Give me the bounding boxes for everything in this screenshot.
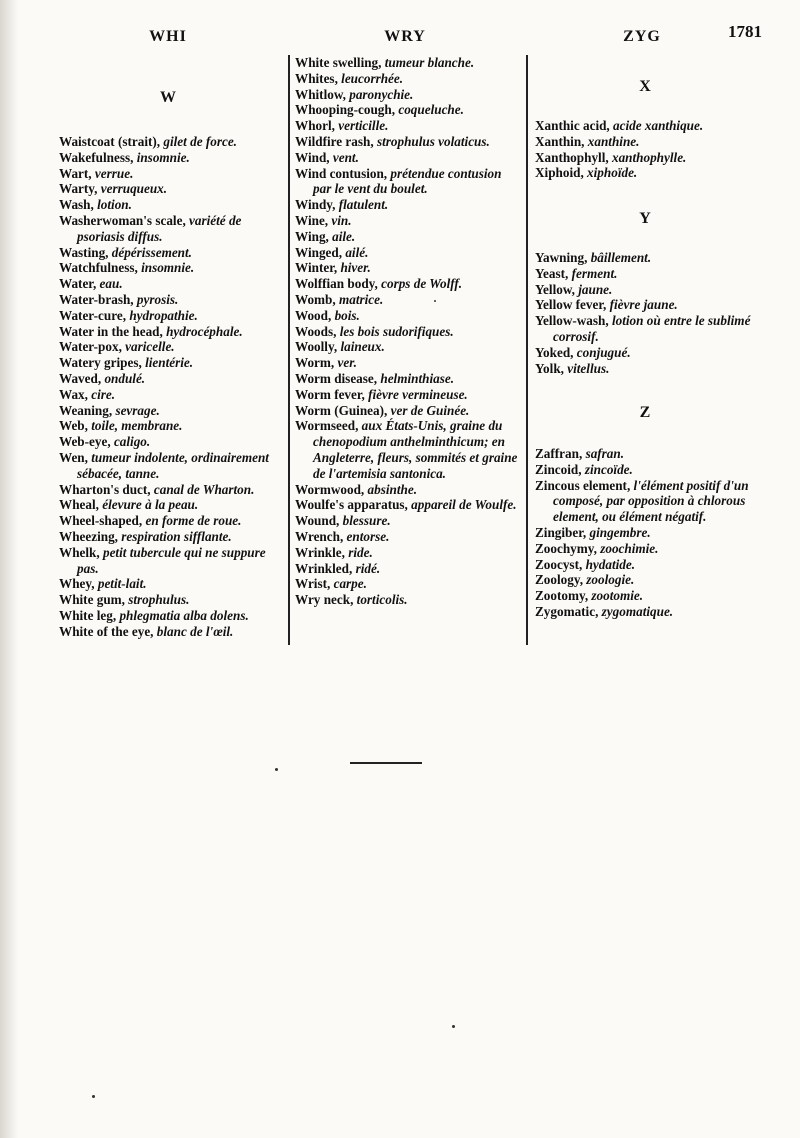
entry-term: Water-brash, [59, 291, 134, 307]
dictionary-entry [535, 557, 767, 573]
entry-translation: lotion où entre le sublimé corrosif. [553, 313, 751, 344]
dictionary-entry [59, 387, 281, 403]
entry-term: Xanthin, [535, 133, 585, 149]
dictionary-entry [295, 229, 521, 245]
entry-term: Wildfire rash, [295, 133, 374, 149]
dictionary-entry [59, 150, 281, 166]
dictionary-entry [295, 276, 521, 292]
entry-term: Whorl, [295, 118, 335, 134]
entry-term: Wrench, [295, 528, 344, 544]
dictionary-entry [295, 118, 521, 134]
entry-translation: eau. [99, 276, 123, 292]
dictionary-entry [59, 308, 281, 324]
dictionary-entry [295, 87, 521, 103]
dictionary-entry [535, 118, 767, 134]
dictionary-entry [295, 134, 521, 150]
entry-term: Wound, [295, 513, 340, 529]
entry-translation: insomnie. [141, 260, 195, 276]
entry-term: Wing, [295, 228, 329, 244]
entry-term: Waved, [59, 370, 102, 386]
dictionary-entry [295, 245, 521, 261]
dictionary-entry [295, 55, 521, 71]
entry-term: Wood, [295, 307, 332, 323]
entry-term: Zoocyst, [535, 556, 583, 572]
entry-translation: zoochimie. [600, 540, 659, 556]
entry-term: Web, [59, 418, 88, 434]
dictionary-entry [295, 71, 521, 87]
entry-term: Wormwood, [295, 481, 365, 497]
entry-term: Wrinkled, [295, 560, 353, 576]
dictionary-entry [59, 545, 281, 577]
dictionary-entry [59, 213, 281, 245]
entry-translation: variété de psoriasis diffus. [77, 212, 242, 244]
entry-translation: helminthiase. [380, 370, 455, 386]
column-rule-left [288, 55, 290, 645]
entry-term: Zootomy, [535, 588, 589, 604]
dictionary-entry [59, 608, 281, 624]
dictionary-entry [295, 497, 521, 513]
dictionary-entry [59, 181, 281, 197]
dictionary-entry [295, 418, 521, 481]
dictionary-entry [295, 592, 521, 608]
entry-translation: petit tubercule qui ne suppure pas. [77, 544, 266, 576]
entry-term: Zaffran, [535, 446, 583, 461]
entry-translation: hydatide. [585, 556, 636, 572]
dictionary-entry [295, 355, 521, 371]
entry-translation: cire. [91, 386, 116, 402]
entry-translation: matrice. [338, 291, 384, 307]
dictionary-entry [59, 624, 281, 640]
entry-term: Zygomatic, [535, 603, 599, 619]
entry-term: Wrist, [295, 576, 331, 592]
page-number: 1781 [728, 22, 762, 41]
entry-term: Wart, [59, 165, 92, 181]
dictionary-entry [535, 541, 767, 557]
entry-term: Whitlow, [295, 86, 346, 102]
entry-translation: paronychie. [349, 86, 414, 102]
entry-term: White of the eye, [59, 623, 154, 639]
entry-term: Woolly, [295, 339, 338, 355]
entry-translation: acide xanthique. [613, 118, 704, 133]
entry-term: Wakefulness, [59, 149, 134, 165]
entry-translation: fièvre jaune. [609, 297, 678, 313]
entry-translation: toile, membrane. [91, 418, 183, 434]
dictionary-entry [59, 245, 281, 261]
entry-term: Wrinkle, [295, 544, 345, 560]
entry-term: Whooping-cough, [295, 102, 396, 118]
entry-translation: entorse. [346, 528, 390, 544]
entry-translation: caligo. [113, 434, 151, 450]
entry-translation: vitellus. [567, 360, 610, 376]
entry-term: Worm, [295, 355, 335, 371]
dictionary-entry [535, 250, 767, 266]
entry-translation: appareil de Woulfe. [411, 497, 517, 513]
page-edge-shadow [0, 0, 18, 1138]
dictionary-entry [295, 324, 521, 340]
dictionary-entry [295, 529, 521, 545]
dictionary-entry [535, 313, 767, 345]
entry-term: Yolk, [535, 360, 564, 376]
dictionary-entry [59, 497, 281, 513]
entry-translation: torticolis. [356, 592, 408, 608]
entry-translation: fièvre vermineuse. [368, 386, 468, 402]
column-y-entries [535, 250, 767, 376]
entry-translation: coqueluche. [398, 102, 464, 118]
entry-translation: bois. [334, 307, 360, 323]
dictionary-entry [295, 150, 521, 166]
dictionary-entry [59, 482, 281, 498]
dictionary-entry [59, 576, 281, 592]
entry-term: Zincoid, [535, 461, 582, 477]
entry-translation: verticille. [338, 118, 389, 134]
dictionary-entry [535, 345, 767, 361]
dictionary-entry [295, 387, 521, 403]
entry-translation: xanthophylle. [611, 149, 687, 165]
entry-translation: bâillement. [590, 250, 652, 265]
section-letter-y: Y [639, 210, 651, 227]
entry-term: White gum, [59, 592, 125, 608]
entry-translation: strophulus volaticus. [376, 133, 490, 149]
entry-term: Winged, [295, 244, 343, 260]
entry-term: Wax, [59, 386, 88, 402]
running-head-center: WRY [384, 28, 426, 45]
entry-term: Wheezing, [59, 528, 118, 544]
entry-translation: hydropathie. [129, 307, 198, 323]
dictionary-entry [535, 478, 767, 525]
entry-term: Web-eye, [59, 434, 111, 450]
entry-term: Woods, [295, 323, 337, 339]
dictionary-entry [59, 260, 281, 276]
entry-translation: xanthine. [587, 133, 640, 149]
entry-term: Whites, [295, 70, 338, 86]
dictionary-entry [59, 339, 281, 355]
dictionary-entry [535, 297, 767, 313]
entry-term: Wheel-shaped, [59, 513, 143, 529]
dictionary-entry [535, 134, 767, 150]
dictionary-entry [59, 403, 281, 419]
entry-term: Worm fever, [295, 386, 365, 402]
entry-term: Water in the head, [59, 323, 163, 339]
entry-term: Wheal, [59, 497, 99, 513]
entry-term: Waistcoat (strait), [59, 134, 161, 149]
entry-translation: en forme de roue. [145, 513, 242, 529]
section-letter-w: W [160, 89, 176, 106]
entry-translation: gilet de force. [163, 134, 237, 149]
entry-translation: flatulent. [338, 197, 389, 213]
entry-term: Whelk, [59, 544, 100, 560]
entry-term: Wind contusion, [295, 165, 388, 181]
dictionary-entry [59, 197, 281, 213]
entry-term: Yellow fever, [535, 297, 607, 313]
entry-term: Yellow-wash, [535, 313, 609, 329]
entry-translation: respiration sifflante. [121, 528, 232, 544]
dictionary-entry [295, 371, 521, 387]
entry-term: Warty, [59, 181, 98, 197]
entry-translation: les bois sudorifiques. [339, 323, 454, 339]
entry-translation: ridé. [355, 560, 381, 576]
entry-term: Zincous element, [535, 477, 631, 493]
entry-term: Winter, [295, 260, 338, 276]
dictionary-entry [295, 308, 521, 324]
dictionary-entry [295, 166, 521, 198]
column-w-entries [59, 134, 281, 640]
entry-translation: varicelle. [125, 339, 175, 355]
entry-translation: lotion. [97, 197, 132, 213]
dictionary-entry [59, 371, 281, 387]
entry-term: Xanthophyll, [535, 149, 609, 165]
entry-translation: élevure à la peau. [102, 497, 199, 513]
entry-translation: l'élément positif d'un composé, par opposition à chlorous element, ou élément négatif. [553, 477, 749, 525]
dictionary-entry [59, 276, 281, 292]
running-head-left: WHI [149, 28, 187, 45]
dictionary-entry [295, 513, 521, 529]
entry-term: Weaning, [59, 402, 113, 418]
dictionary-entry [535, 604, 767, 620]
entry-translation: dépérissement. [111, 244, 192, 260]
entry-translation: tumeur indolente, ordinairement sébacée, tanne. [77, 449, 269, 481]
entry-term: Wen, [59, 449, 88, 465]
dictionary-entry [59, 513, 281, 529]
dictionary-entry [535, 462, 767, 478]
entry-translation: blanc de l'œil. [156, 623, 234, 639]
entry-translation: ailé. [345, 244, 369, 260]
dictionary-entry [535, 282, 767, 298]
dictionary-entry [59, 134, 281, 150]
entry-translation: aux États-Unis, graine du chenopodium anthelminthicum; en Angleterre, fleurs, sommités et graine de l'artemisia santonica. [313, 418, 518, 481]
entry-term: Woulfe's apparatus, [295, 497, 408, 513]
dictionary-entry [295, 576, 521, 592]
entry-translation: pyrosis. [136, 291, 179, 307]
entry-term: Watchfulness, [59, 260, 138, 276]
entry-translation: xiphoïde. [587, 165, 638, 181]
dictionary-entry [295, 403, 521, 419]
entry-translation: zootomie. [591, 588, 644, 604]
dictionary-entry [535, 525, 767, 541]
entry-translation: hiver. [340, 260, 371, 276]
end-rule [350, 762, 422, 764]
entry-translation: carpe. [333, 576, 367, 592]
entry-term: Yoked, [535, 344, 574, 360]
entry-term: Wolffian body, [295, 276, 378, 292]
entry-translation: phlegmatia alba dolens. [119, 607, 249, 623]
entry-translation: hydrocéphale. [166, 323, 243, 339]
dictionary-entry [535, 446, 767, 462]
running-head-right: ZYG [623, 28, 661, 45]
entry-term: Washerwoman's scale, [59, 212, 186, 228]
dictionary-entry [535, 572, 767, 588]
entry-translation: jaune. [578, 281, 613, 297]
entry-translation: safran. [585, 446, 625, 461]
entry-translation: zincoïde. [584, 461, 633, 477]
entry-translation: verruqueux. [100, 181, 168, 197]
entry-translation: canal de Wharton. [153, 481, 255, 497]
column-wr-entries [295, 55, 521, 608]
column-x-entries [535, 118, 767, 181]
entry-translation: lientérie. [145, 355, 194, 371]
dictionary-entry [59, 434, 281, 450]
dictionary-entry [59, 166, 281, 182]
dictionary-entry [535, 361, 767, 377]
entry-translation: insomnie. [136, 149, 190, 165]
entry-term: Wry neck, [295, 592, 354, 608]
dictionary-entry [59, 450, 281, 482]
entry-translation: corps de Wolff. [381, 276, 463, 292]
entry-translation: sevrage. [115, 402, 160, 418]
entry-term: White leg, [59, 607, 117, 623]
dictionary-entry [59, 592, 281, 608]
section-letter-z: Z [639, 404, 651, 421]
entry-term: Wasting, [59, 244, 109, 260]
entry-term: Zoochymy, [535, 540, 597, 556]
entry-translation: zoologie. [586, 572, 635, 588]
dictionary-entry [535, 165, 767, 181]
dictionary-entry [295, 339, 521, 355]
dictionary-entry [295, 545, 521, 561]
entry-term: Zoology, [535, 572, 583, 588]
dictionary-entry [535, 266, 767, 282]
entry-term: Wormseed, [295, 418, 359, 434]
entry-translation: vin. [331, 212, 352, 228]
entry-translation: ver de Guinée. [390, 402, 470, 418]
entry-term: Wash, [59, 197, 94, 213]
entry-term: Xiphoid, [535, 165, 584, 181]
entry-translation: absinthe. [367, 481, 417, 497]
entry-term: Whey, [59, 576, 95, 592]
entry-translation: ride. [348, 544, 373, 560]
entry-translation: gingembre. [589, 524, 651, 540]
entry-translation: ondulé. [104, 370, 146, 386]
dictionary-entry [535, 588, 767, 604]
column-z-entries [535, 446, 767, 620]
entry-translation: ver. [337, 355, 357, 371]
entry-term: Yeast, [535, 265, 569, 281]
entry-translation: laineux. [340, 339, 385, 355]
dictionary-entry [59, 324, 281, 340]
dictionary-entry [59, 418, 281, 434]
entry-term: Wind, [295, 149, 330, 165]
entry-term: Xanthic acid, [535, 118, 610, 133]
entry-translation: vent. [332, 149, 359, 165]
dictionary-entry [59, 529, 281, 545]
dictionary-entry [295, 102, 521, 118]
entry-term: Zingiber, [535, 524, 587, 540]
entry-term: Wine, [295, 212, 329, 228]
entry-term: Womb, [295, 291, 336, 307]
entry-translation: zygomatique. [601, 603, 674, 619]
entry-translation: conjugué. [576, 344, 631, 360]
entry-translation: strophulus. [128, 592, 190, 608]
entry-term: Water, [59, 276, 97, 292]
entry-translation: verrue. [94, 165, 134, 181]
entry-term: Yellow, [535, 281, 575, 297]
entry-term: Water-cure, [59, 307, 127, 323]
entry-translation: ferment. [571, 265, 618, 281]
dictionary-entry [535, 150, 767, 166]
column-rule-right [526, 55, 528, 645]
entry-term: Yawning, [535, 250, 588, 265]
entry-translation: leucorrhée. [341, 70, 404, 86]
entry-translation: prétendue contusion par le vent du boulet. [313, 165, 502, 197]
dictionary-entry [295, 260, 521, 276]
entry-term: White swelling, [295, 55, 382, 70]
entry-translation: tumeur blanche. [384, 55, 475, 70]
entry-term: Wharton's duct, [59, 481, 151, 497]
entry-translation: blessure. [342, 513, 391, 529]
entry-translation: petit-lait. [97, 576, 147, 592]
entry-term: Windy, [295, 197, 336, 213]
dictionary-entry [295, 213, 521, 229]
entry-term: Worm disease, [295, 370, 378, 386]
entry-term: Water-pox, [59, 339, 122, 355]
entry-term: Watery gripes, [59, 355, 142, 371]
dictionary-entry [295, 482, 521, 498]
dictionary-entry [59, 292, 281, 308]
dictionary-entry [295, 292, 521, 308]
dictionary-entry [295, 561, 521, 577]
entry-translation: aile. [332, 228, 356, 244]
dictionary-entry [59, 355, 281, 371]
dictionary-entry [295, 197, 521, 213]
entry-term: Worm (Guinea), [295, 402, 388, 418]
section-letter-x: X [639, 78, 651, 95]
